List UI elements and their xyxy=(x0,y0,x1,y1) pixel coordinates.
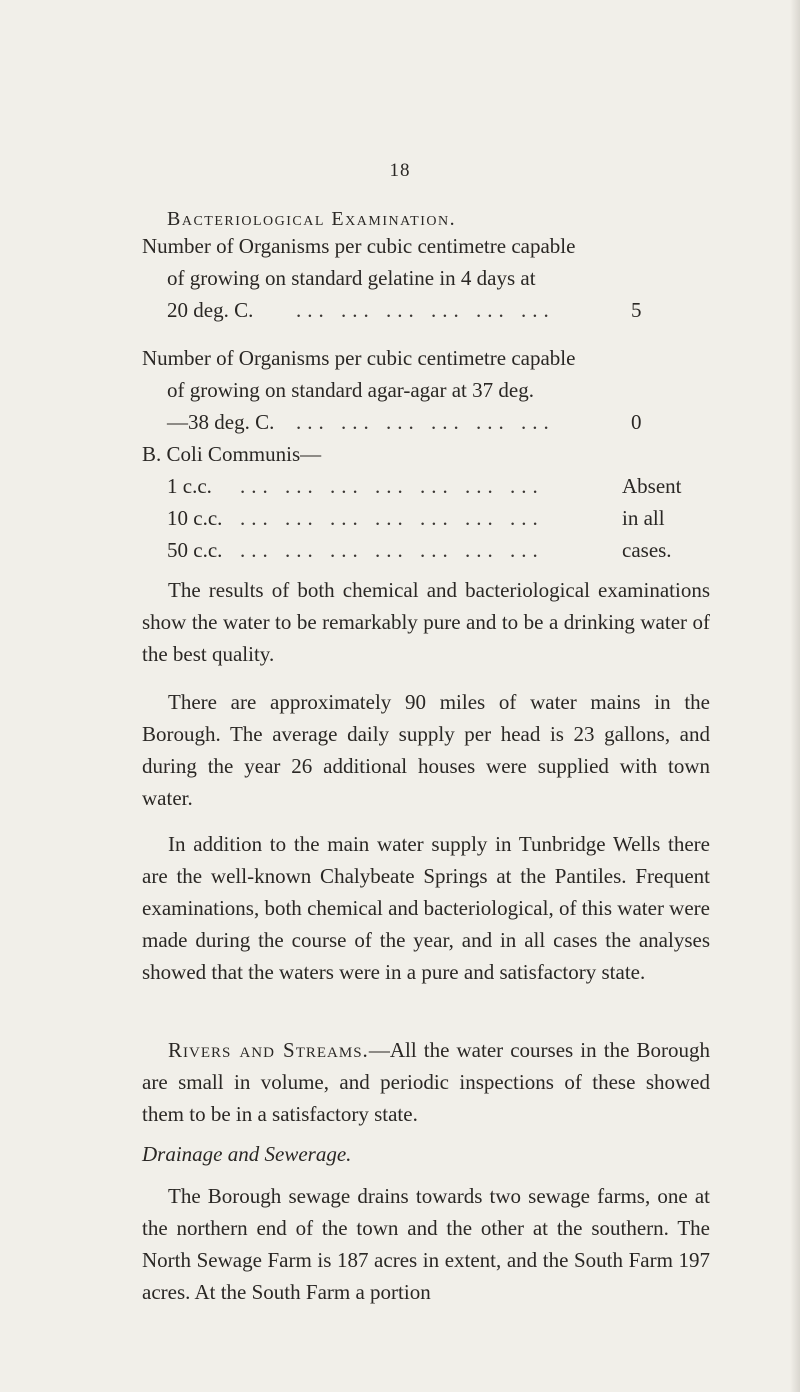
coli-row-label: 1 c.c. xyxy=(167,474,212,498)
coli-row-label: 10 c.c. xyxy=(167,506,223,530)
rivers-streams-text: —All the water courses in the Borough are small in volume, and periodic inspections of these showed them to be in a satisfactory state. xyxy=(142,1038,710,1126)
row1-leader-dots: ... ... ... ... ... ... xyxy=(296,298,555,322)
coli-row-value: cases. xyxy=(622,538,672,562)
row2-value: 0 xyxy=(631,410,642,434)
row2-line1: Number of Organisms per cubic centimetre capable xyxy=(142,346,576,370)
coli-row-label: 50 c.c. xyxy=(167,538,223,562)
coli-row-dots: ... ... ... ... ... ... ... xyxy=(240,506,544,530)
row1-line3: 20 deg. C. xyxy=(167,298,254,322)
row2-line3: —38 deg. C. xyxy=(167,410,275,434)
page-number: 18 xyxy=(389,160,411,181)
paragraph-results: The results of both chemical and bacteriological examinations show the water to be remarkably pure and to be a drinking water of the best quality. xyxy=(142,578,710,666)
paragraph-chalybeate-springs: In addition to the main water supply in Tunbridge Wells there are the well-known Chalybeate Springs at the Pantiles. Frequent examinations, both chemical and bacteriological, of this water were made during the course of the year, and in all cases the analyses showed that the waters were in a pure and satisfactory state. xyxy=(142,832,710,984)
rivers-streams-heading: Rivers and Streams. xyxy=(168,1038,369,1062)
row1-line2: of growing on standard gelatine in 4 days at xyxy=(167,266,536,290)
coli-label: B. Coli Communis— xyxy=(142,442,322,466)
row1-line1: Number of Organisms per cubic centimetre capable xyxy=(142,234,576,258)
section-heading: Bacteriological Examination. xyxy=(167,208,457,230)
row2-line2: of growing on standard agar-agar at 37 deg. xyxy=(167,378,534,402)
paragraph-drainage: The Borough sewage drains towards two sewage farms, one at the northern end of the town and the other at the southern. The North Sewage Farm is 187 acres in extent, and the South Farm 197 acres. At the South Farm a portion xyxy=(142,1184,710,1304)
row1-value: 5 xyxy=(631,298,642,322)
paragraph-rivers-streams xyxy=(142,1034,710,1130)
page-edge-shadow xyxy=(790,0,800,1392)
coli-row-dots: ... ... ... ... ... ... ... xyxy=(240,474,544,498)
coli-row-value: Absent xyxy=(622,474,682,498)
coli-row-dots: ... ... ... ... ... ... ... xyxy=(240,538,544,562)
drainage-sewerage-heading: Drainage and Sewerage. xyxy=(142,1142,352,1166)
coli-row-value: in all xyxy=(622,506,665,530)
paragraph-water-mains: There are approximately 90 miles of water mains in the Borough. The average daily supply per head is 23 gallons, and during the year 26 additional houses were supplied with town water. xyxy=(142,690,710,810)
row2-leader-dots: ... ... ... ... ... ... xyxy=(296,410,555,434)
